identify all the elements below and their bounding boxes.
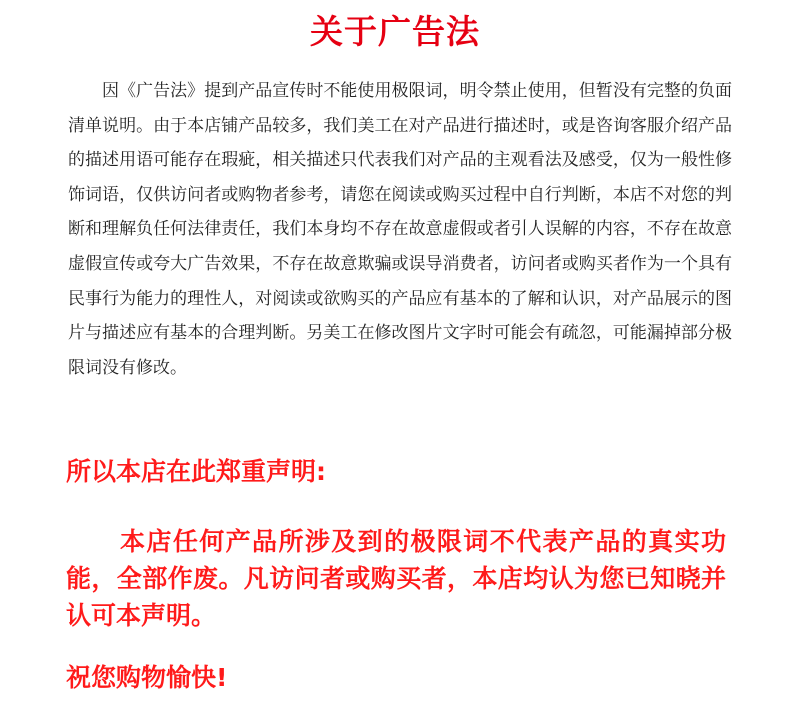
statement-heading: 所以本店在此郑重声明: [66,457,326,486]
closing-greeting: 祝您购物愉快! [66,663,228,692]
disclaimer-paragraph: 因《广告法》提到产品宣传时不能使用极限词，明令禁止使用，但暂没有完整的负面清单说明。由于本店铺产品较多，我们美工在对产品进行描述时，或是咨询客服介绍产品的描述用语可能存在瑕疵，相关描述只代表我们对产品的主观看法及感受，仅为一般性修饰词语，仅供访问者或购物者参考，请您在阅读或购买过程中自行判断，本店不对您的判断和理解负任何法律责任，我们本身均不存在故意虚假或者引人误解的内容，不存在故意虚假宣传或夸大广告效果，不存在故意欺骗或误导消费者，访问者或购买者作为一个具有民事行为能力的理性人，对阅读或欲购买的产品应有基本的了解和认识，对产品展示的图片与描述应有基本的合理判断。另美工在修改图片文字时可能会有疏忽，可能漏掉部分极限词没有修改。 [68,81,732,378]
page-title: 关于广告法 [310,12,480,51]
statement-body: 本店任何产品所涉及到的极限词不代表产品的真实功能，全部作废。凡访问者或购买者，本店均认为您已知晓并认可本声明。 [66,527,726,630]
